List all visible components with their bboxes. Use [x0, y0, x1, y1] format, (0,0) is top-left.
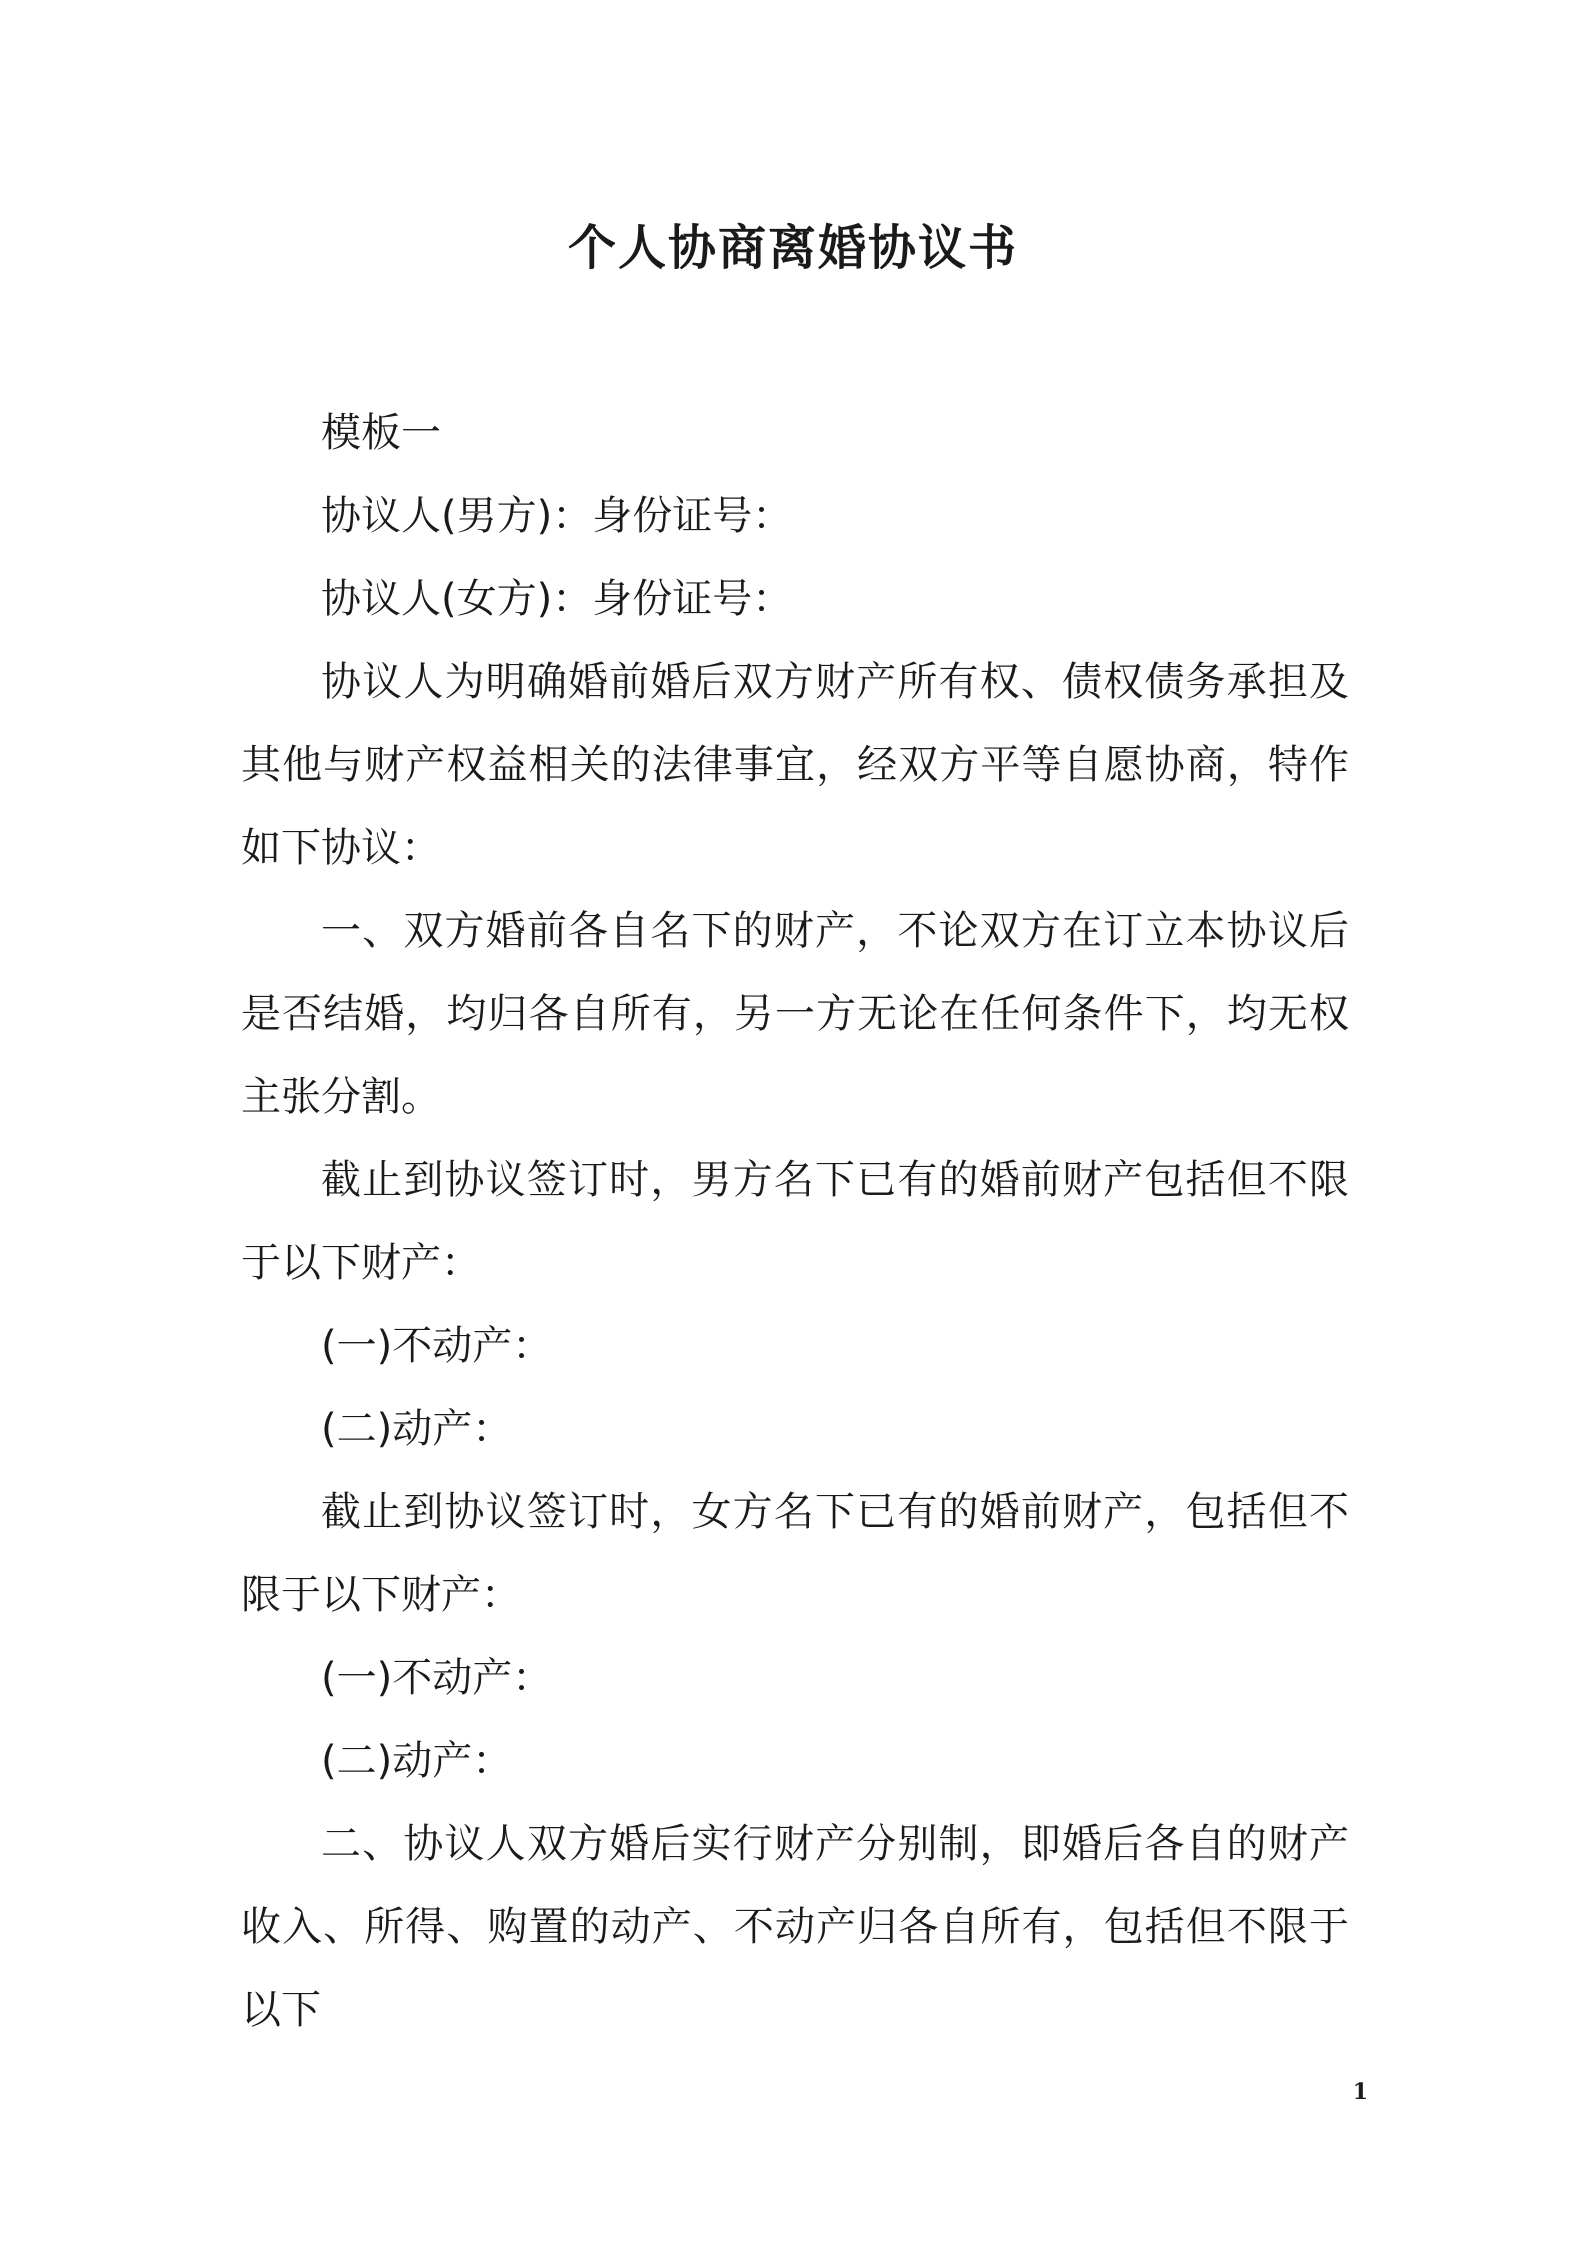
paragraph-clause-two: 二、协议人双方婚后实行财产分别制，即婚后各自的财产收入、所得、购置的动产、不动产归各自所有，包括但不限于以下 — [241, 1821, 1349, 2033]
paragraph-female-movables: (二)动产： — [321, 1738, 513, 1784]
paragraph-female-real-estate: (一)不动产： — [321, 1655, 553, 1701]
paragraph-male-real-estate: (一)不动产： — [321, 1323, 553, 1369]
paragraph-female-property-intro: 截止到协议签订时，女方名下已有的婚前财产，包括但不限于以下财产： — [241, 1489, 1349, 1618]
paragraph-male-party: 协议人(男方)：身份证号： — [321, 493, 793, 539]
paragraph-preamble: 协议人为明确婚前婚后双方财产所有权、债权债务承担及其他与财产权益相关的法律事宜，经双方平等自愿协商，特作如下协议： — [241, 659, 1349, 871]
page-number: 1 — [1352, 2079, 1368, 2105]
paragraph-clause-one: 一、双方婚前各自名下的财产，不论双方在订立本协议后是否结婚，均归各自所有，另一方无论在任何条件下，均无权主张分割。 — [241, 908, 1349, 1120]
document-title: 个人协商离婚协议书 — [567, 220, 1018, 276]
document-body — [241, 392, 1349, 2052]
paragraph-female-party: 协议人(女方)：身份证号： — [321, 576, 793, 622]
paragraph-template-label: 模板一 — [321, 410, 441, 456]
paragraph-male-movables: (二)动产： — [321, 1406, 513, 1452]
paragraph-male-property-intro: 截止到协议签订时，男方名下已有的婚前财产包括但不限于以下财产： — [241, 1157, 1349, 1286]
